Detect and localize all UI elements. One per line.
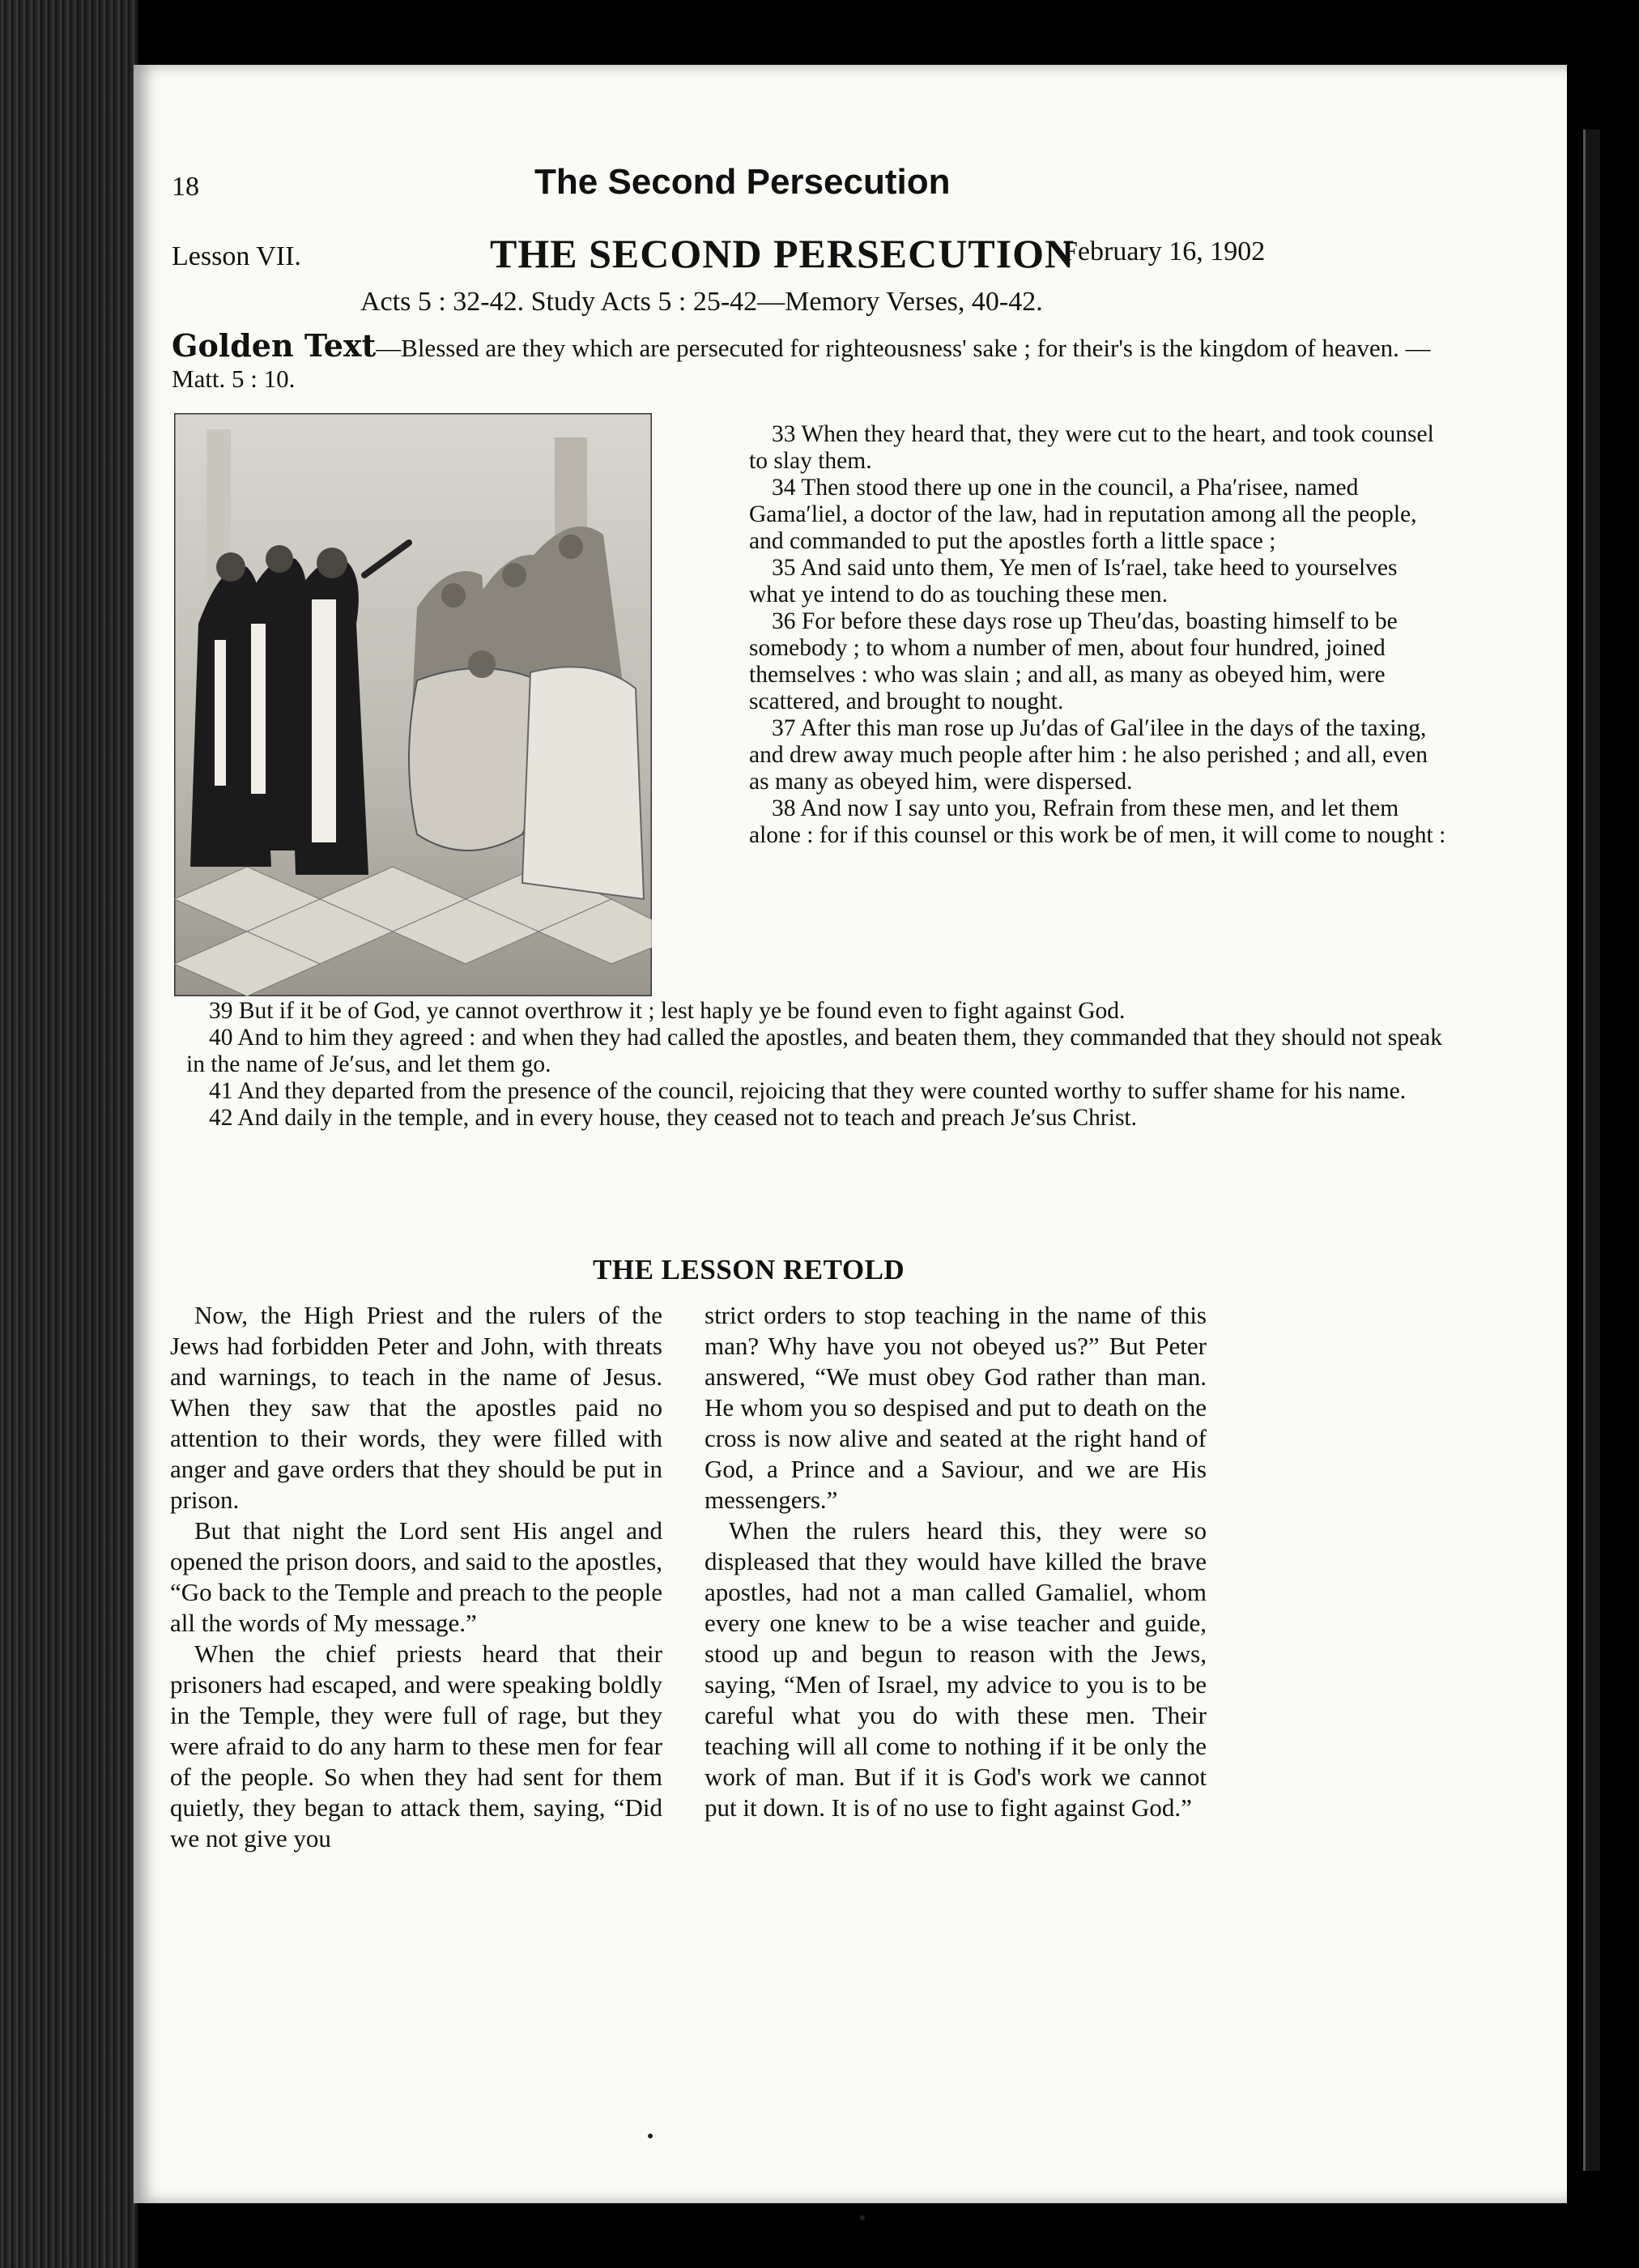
running-title: The Second Persecution — [534, 162, 951, 202]
verse: 39 But if it be of God, ye cannot overthrow it ; lest haply ye be found even to fight against God. — [209, 998, 1126, 1024]
retold-paragraph: Now, the High Priest and the rulers of the Jews had forbidden Peter and John, with threats and warnings, to teach in the name of Jesus. When they saw that the apostles paid no attention to their words, they were filled with anger and gave orders that they should be put in prison. — [170, 1301, 662, 1514]
retold-paragraph: When the rulers heard this, they were so displeased that they would have killed the brave apostles, had not a man called Gamaliel, whom every one knew to be a wise teacher and guide, stood up and begun to reason with the Jews, saying, “Men of Israel, my advice to you is to be careful what you do with these men. Their teaching will all come to nothing if it be only the work of man. But if it is God's work we cannot put it down. It is of no use to fight against God.” — [705, 1516, 1207, 1822]
verse: 38 And now I say unto you, Refrain from these men, and let them alone : for if this counsel or this work be of men, it will come to nought : — [749, 795, 1446, 848]
engraving-apostles-before-council-icon — [174, 413, 652, 996]
scan-border — [1563, 49, 1639, 2236]
scripture-verses-right — [749, 421, 1450, 849]
scripture-reference: Acts 5 : 32-42. Study Acts 5 : 25-42—Memory Verses, 40-42. — [360, 287, 1043, 317]
retold-paragraph: When the chief priests heard that their prisoners had escaped, and were speaking boldly in the Temple, they were full of rage, but they were afraid to do any harm to these men for fear of the people. So when they had sent for them quietly, they began to attack them, saying, “Did we not give you — [170, 1639, 662, 1852]
verse: 34 Then stood there up one in the council, a Pha′risee, named Gama′liel, a doctor of the law, had in reputation among all the people, and commanded to put the apostles forth a little space ; — [749, 475, 1417, 554]
golden-text-label: Golden Text — [172, 327, 377, 364]
golden-text — [172, 327, 1447, 394]
next-page-edge — [1583, 130, 1600, 2171]
lesson-title: THE SECOND PERSECUTION — [490, 231, 1075, 276]
page-number: 18 — [172, 172, 199, 202]
retold-column-left — [170, 1300, 662, 1854]
print-speck — [860, 2215, 865, 2220]
verse: 42 And daily in the temple, and in every house, they ceased not to teach and preach Je′sus Christ. — [209, 1105, 1137, 1131]
scripture-verses-full — [186, 998, 1450, 1132]
section-heading-retold: THE LESSON RETOLD — [593, 1254, 905, 1285]
book-spine — [0, 0, 138, 2268]
lesson-number: Lesson VII. — [172, 241, 301, 271]
illustration-engraving — [174, 413, 652, 996]
retold-paragraph: strict orders to stop teaching in the name of this man? Why have you not obeyed us?” But Peter answered, “We must obey God rather than man. He whom you so despised and put to death on the cross is now alive and seated at the right hand of God, a Prince and a Saviour, and we are His messengers.” — [705, 1301, 1207, 1514]
print-speck — [648, 2134, 653, 2138]
verse: 41 And they departed from the presence of the council, rejoicing that they were counted worthy to suffer shame for his name. — [209, 1078, 1407, 1104]
lesson-date: February 16, 1902 — [1062, 237, 1266, 266]
verse: 33 When they heard that, they were cut to the heart, and took counsel to slay them. — [749, 421, 1434, 474]
golden-text-body: —Blessed are they which are persecuted for righteousness' sake ; for their's is the kingdom of heaven. —Matt. 5 : 10. — [172, 334, 1431, 393]
verse: 37 After this man rose up Ju′das of Gal′ilee in the days of the taxing, and drew away much people after him : he also perished ; and all, even as many as obeyed him, were dispersed. — [749, 715, 1428, 795]
retold-column-right — [705, 1300, 1207, 1823]
verse: 35 And said unto them, Ye men of Is′rael, take heed to yourselves what ye intend to do as touching these men. — [749, 555, 1398, 608]
retold-paragraph: But that night the Lord sent His angel and opened the prison doors, and said to the apostles, “Go back to the Temple and preach to the people all the words of My message.” — [170, 1516, 662, 1637]
verse: 36 For before these days rose up Theu′das, boasting himself to be somebody ; to whom a number of men, about four hundred, joined themselves : who was slain ; and all, as many as obeyed him, were scattered, and brought to nought. — [749, 608, 1398, 714]
verse: 40 And to him they agreed : and when they had called the apostles, and beaten them, they commanded that they should not speak in the name of Je′sus, and let them go. — [186, 1025, 1442, 1077]
